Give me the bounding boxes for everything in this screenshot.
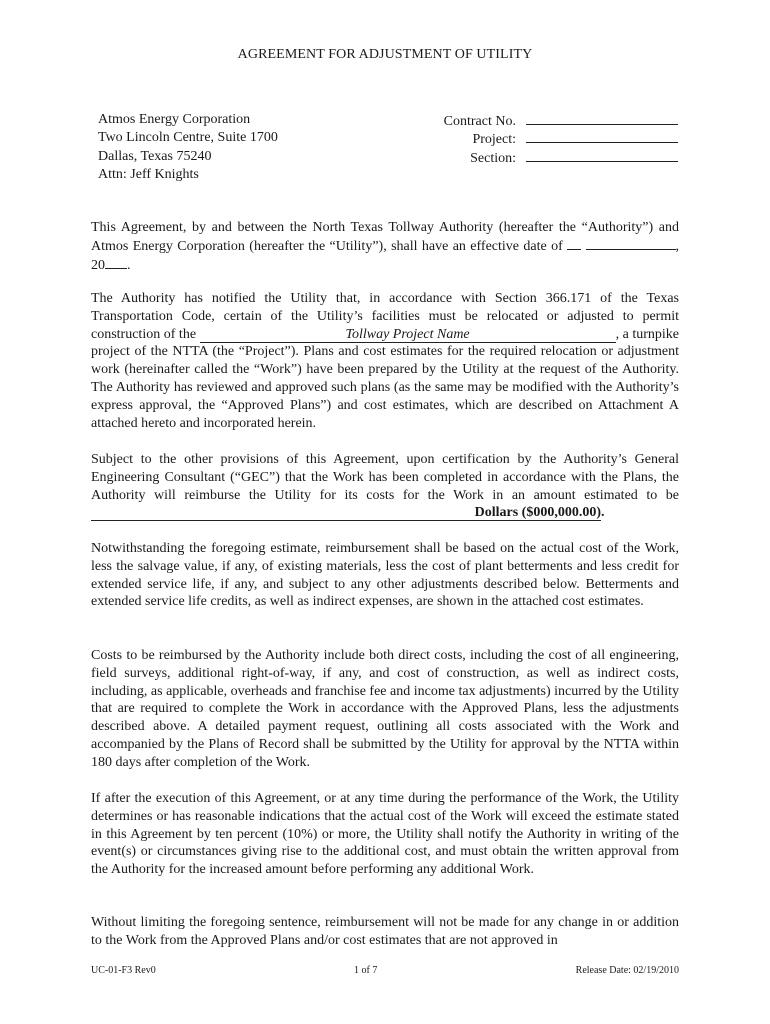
page-footer [91,965,679,976]
p1-text-c: . [127,257,131,273]
footer-release-date: Release Date: 02/19/2010 [575,965,679,976]
p2-text-b: , a turnpike project of the NTTA (the “Project”). Plans and cost estimates for the required relocation or adjustment work (hereinafter called the “Work”) have been prepared by the Utility at the request of the Authority. The Authority has reviewed and approved such plans (as the same may be modified with the Authority’s express approval, the “Approved Plans”) and cost estimates, which are described on Attachment A attached hereto and incorporated herein. [91,326,679,431]
p4-text: Notwithstanding the foregoing estimate, reimbursement shall be based on the actual cost of the Work, less the salvage value, if any, of existing materials, less the cost of plant betterments and less credit for extended service life, if any, and subject to any other adjustments described below. Betterments and extended service life credits, as well as indirect expenses, are shown in the attached cost estimates. [91,541,679,610]
address-line-street: Two Lincoln Centre, Suite 1700 [98,130,278,146]
p7-text: Without limiting the foregoing sentence, reimbursement will not be made for any change in or addition to the Work from the Approved Plans and/or cost estimates that are not approved in [91,915,679,948]
paragraph-costs-reimbursed [91,647,679,772]
estimated-amount-field: Dollars ($000,000.00) [91,506,601,521]
paragraph-reimbursement-estimate [91,451,679,522]
paragraph-changes [91,914,679,950]
section-label: Section: [470,150,516,166]
contract-number-blank [526,111,678,125]
p3-text-b: . [601,505,605,521]
paragraph-effective-date [91,219,679,274]
contract-info-block [400,111,678,166]
footer-page-number: 1 of 7 [354,965,378,976]
p3-text-a: Subject to the other provisions of this Agreement, upon certification by the Authority’s General Engineering Consultant (“GEC”) that the Work has been completed in accordance with the Plans, the Authority will reimburse the Utility for its costs for the Work in an amount estimated to be [91,452,679,503]
effective-year-blank [105,256,127,269]
p5-text: Costs to be reimbursed by the Authority include both direct costs, including the cost of all engineering, field surveys, additional right-of-way, if any, and cost of construction, as well as indirect costs, including, as applicable, overheads and franchise fee and income tax adjustments) incurred by the Utility that are required to complete the Work in accordance with the Approved Plans, less the adjustments described above. A detailed payment request, outlining all costs associated with the Work and accompanied by the Plans of Record shall be submitted by the Utility for approval by the NTTA within 180 days after completion of the Work. [91,648,679,770]
p1-text-a: This Agreement, by and between the North Texas Tollway Authority (hereafter the “Authority”) and Atmos Energy Corporation (hereafter the “Utility”), shall have an effective date of [91,220,679,254]
section-blank [526,148,678,162]
paragraph-authority-notice [91,290,679,432]
contract-number-row [400,111,678,129]
address-line-company: Atmos Energy Corporation [98,112,251,127]
contract-number-label: Contract No. [443,114,516,129]
tollway-project-name-field: Tollway Project Name [200,328,616,343]
p6-text: If after the execution of this Agreement, or at any time during the performance of the Work, the Utility determines or has reasonable indications that the actual cost of the Work will exceed the estimate stated in this Agreement by ten percent (10%) or more, the Utility shall notify the Authority in writing of the event(s) or circumstances giving rise to the additional cost, and must obtain the written approval from the Authority for the increased amount before performing any additional Work. [91,791,679,878]
address-line-attn: Attn: Jeff Knights [98,166,199,182]
project-label: Project: [472,132,516,148]
project-blank [526,129,678,143]
p2-text-a: The Authority has notified the Utility that, in accordance with Section 366.171 of the Texas Transportation Code, certain of the Utility’s facilities must be relocated or adjusted to permit construction of the [91,291,679,342]
paragraph-actual-cost [91,540,679,611]
section-row [400,148,678,166]
p1-text-b: , 20 [91,238,680,273]
effective-date-blank-2 [586,237,676,250]
utility-address-block [98,111,278,184]
project-row [400,129,678,147]
document-title: AGREEMENT FOR ADJUSTMENT OF UTILITY [237,47,533,62]
footer-form-id: UC-01-F3 Rev0 [91,965,156,976]
address-line-city: Dallas, Texas 75240 [98,148,212,164]
effective-date-blank-1 [567,237,581,250]
paragraph-cost-overrun [91,790,679,879]
